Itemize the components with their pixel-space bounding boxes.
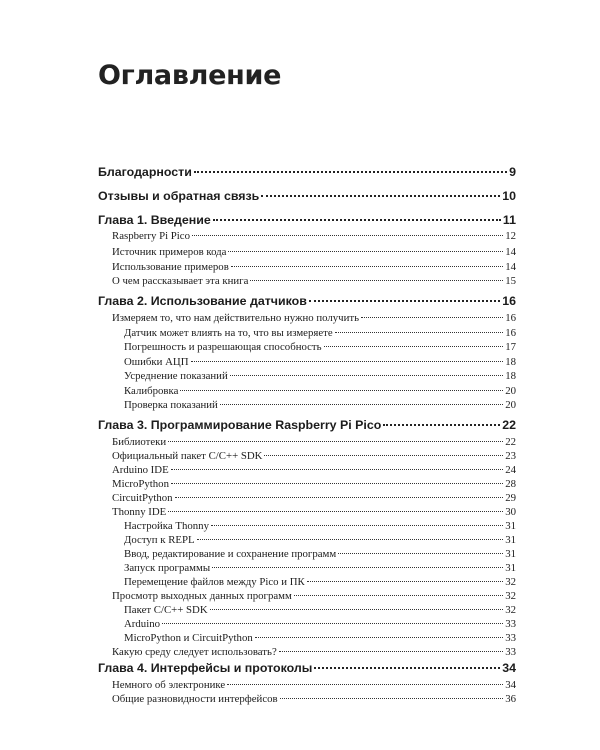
toc-page-number: 31 — [505, 520, 516, 532]
toc-page-number: 31 — [505, 548, 516, 560]
toc-entry-title: Thonny IDE — [112, 506, 167, 518]
dot-leader — [171, 483, 503, 484]
toc-page-number: 32 — [505, 604, 516, 616]
toc-page-number: 20 — [505, 385, 516, 397]
toc-entry-title: Погрешность и разрешающая способность — [124, 341, 322, 353]
toc-page-number: 14 — [505, 246, 516, 258]
toc-entry — [124, 520, 516, 532]
toc-page-number: 14 — [505, 261, 516, 273]
toc-entry-title: MicroPython и CircuitPython — [124, 632, 253, 644]
dot-leader — [261, 195, 500, 197]
toc-page-number: 20 — [505, 399, 516, 411]
toc-page-number: 30 — [505, 506, 516, 518]
toc-entry — [112, 478, 516, 490]
dot-leader — [211, 525, 503, 526]
toc-entry — [112, 450, 516, 462]
toc-entry-title: Общие разновидности интерфейсов — [112, 693, 278, 705]
toc-page-number: 15 — [505, 275, 516, 287]
toc-entry-title: Arduino IDE — [112, 464, 169, 476]
toc-entry — [112, 693, 516, 705]
toc-page-number: 32 — [505, 590, 516, 602]
dot-leader — [335, 332, 504, 333]
dot-leader — [314, 667, 500, 669]
toc-chapter — [98, 189, 516, 203]
toc-page-number: 31 — [505, 562, 516, 574]
toc-entry — [124, 632, 516, 644]
toc-entry — [112, 679, 516, 691]
toc-entry — [124, 618, 516, 630]
toc-entry-title: Проверка показаний — [124, 399, 218, 411]
toc-page-number: 18 — [505, 356, 516, 368]
toc-page-number: 34 — [505, 679, 516, 691]
toc-chapter — [98, 294, 516, 308]
toc-entry-title: Запуск программы — [124, 562, 211, 574]
toc-page-number: 17 — [505, 341, 516, 353]
page-title: Оглавление — [98, 60, 282, 91]
toc-chapter — [98, 213, 516, 227]
toc-entry-title: Ошибки АЦП — [124, 356, 189, 368]
toc-entry-title: Официальный пакет C/C++ SDK — [112, 450, 263, 462]
toc-page-number: 16 — [502, 294, 516, 308]
toc-entry — [112, 230, 516, 242]
dot-leader — [171, 469, 504, 470]
dot-leader — [279, 651, 503, 652]
toc-page-number: 34 — [502, 661, 516, 675]
toc-chapter — [98, 661, 516, 675]
toc-page-number: 33 — [505, 632, 516, 644]
toc-entry — [124, 548, 516, 560]
toc-entry-title: Глава 1. Введение — [98, 213, 211, 227]
toc-entry — [124, 327, 516, 339]
toc-entry — [112, 506, 516, 518]
dot-leader — [383, 424, 500, 426]
toc-page-number: 33 — [505, 618, 516, 630]
dot-leader — [338, 553, 503, 554]
toc-entry-title: Доступ к REPL — [124, 534, 195, 546]
dot-leader — [255, 637, 503, 638]
toc-entry-title: Raspberry Pi Pico — [112, 230, 190, 242]
dot-leader — [191, 361, 504, 362]
toc-page-number: 28 — [505, 478, 516, 490]
toc-entry — [124, 562, 516, 574]
toc-page-number: 29 — [505, 492, 516, 504]
dot-leader — [220, 404, 503, 405]
toc-entry-title: Благодарности — [98, 165, 192, 179]
toc-entry-title: Просмотр выходных данных программ — [112, 590, 292, 602]
toc-entry-title: Глава 3. Программирование Raspberry Pi Pico — [98, 418, 382, 432]
toc-entry-title: Датчик может влиять на то, что вы измеряете — [124, 327, 333, 339]
toc-entry-title: Использование примеров — [112, 261, 229, 273]
dot-leader — [324, 346, 504, 347]
toc-page-number: 24 — [505, 464, 516, 476]
toc-page-number: 23 — [505, 450, 516, 462]
dot-leader — [162, 623, 503, 624]
toc-entry-title: CircuitPython — [112, 492, 173, 504]
toc-entry-title: Немного об электронике — [112, 679, 226, 691]
toc-chapter — [98, 418, 516, 432]
dot-leader — [250, 280, 503, 281]
toc-entry-title: Библиотеки — [112, 436, 167, 448]
toc-entry — [124, 356, 516, 368]
dot-leader — [361, 317, 503, 318]
toc-entry-title: Отзывы и обратная связь — [98, 189, 260, 203]
toc-entry — [124, 370, 516, 382]
toc-page-number: 12 — [505, 230, 516, 242]
toc-chapter — [98, 165, 516, 179]
toc-entry-title: Усреднение показаний — [124, 370, 228, 382]
toc-entry — [112, 275, 516, 287]
toc-page-number: 10 — [502, 189, 516, 203]
toc-page-number: 9 — [509, 165, 516, 179]
toc-entry — [124, 341, 516, 353]
toc-entry — [112, 492, 516, 504]
toc-entry — [112, 246, 516, 258]
dot-leader — [294, 595, 503, 596]
toc-entry — [124, 385, 516, 397]
toc-entry-title: Измеряем то, что нам действительно нужно получить — [112, 312, 359, 324]
dot-leader — [175, 497, 504, 498]
toc-page-number: 18 — [505, 370, 516, 382]
toc-page-number: 31 — [505, 534, 516, 546]
toc-page-number: 11 — [502, 213, 516, 227]
toc-page-number: 16 — [505, 312, 516, 324]
dot-leader — [168, 441, 503, 442]
toc-entry — [112, 436, 516, 448]
toc-entry — [124, 399, 516, 411]
toc-page-number: 16 — [505, 327, 516, 339]
toc-entry-title: Калибровка — [124, 385, 179, 397]
toc-entry-title: Настройка Thonny — [124, 520, 209, 532]
toc-entry — [112, 261, 516, 273]
dot-leader — [168, 511, 503, 512]
toc-entry-title: Arduino — [124, 618, 160, 630]
dot-leader — [309, 300, 500, 302]
toc-entry-title: Пакет C/C++ SDK — [124, 604, 208, 616]
toc-entry — [112, 464, 516, 476]
dot-leader — [230, 375, 503, 376]
toc-entry — [124, 534, 516, 546]
toc-entry — [124, 576, 516, 588]
dot-leader — [227, 684, 503, 685]
toc-entry-title: Перемещение файлов между Pico и ПК — [124, 576, 305, 588]
toc-page-number: 22 — [502, 418, 516, 432]
dot-leader — [280, 698, 504, 699]
toc-entry-title: Глава 2. Использование датчиков — [98, 294, 307, 308]
toc-page-number: 32 — [505, 576, 516, 588]
dot-leader — [210, 609, 504, 610]
dot-leader — [228, 251, 503, 252]
dot-leader — [213, 219, 501, 221]
toc-entry-title: Ввод, редактирование и сохранение программ — [124, 548, 337, 560]
toc-page-number: 33 — [505, 646, 516, 658]
toc-entry-title: Глава 4. Интерфейсы и протоколы — [98, 661, 313, 675]
dot-leader — [212, 567, 503, 568]
dot-leader — [194, 171, 507, 173]
dot-leader — [231, 266, 503, 267]
toc-entry-title: Источник примеров кода — [112, 246, 227, 258]
dot-leader — [264, 455, 503, 456]
dot-leader — [197, 539, 504, 540]
toc-entry — [112, 590, 516, 602]
dot-leader — [180, 390, 503, 391]
toc-entry — [124, 604, 516, 616]
toc-entry — [112, 312, 516, 324]
toc-entry-title: MicroPython — [112, 478, 169, 490]
toc-entry-title: О чем рассказывает эта книга — [112, 275, 249, 287]
dot-leader — [307, 581, 503, 582]
toc-entry — [112, 646, 516, 658]
dot-leader — [192, 235, 503, 236]
toc-page-number: 22 — [505, 436, 516, 448]
toc-page-number: 36 — [505, 693, 516, 705]
toc-entry-title: Какую среду следует использовать? — [112, 646, 277, 658]
